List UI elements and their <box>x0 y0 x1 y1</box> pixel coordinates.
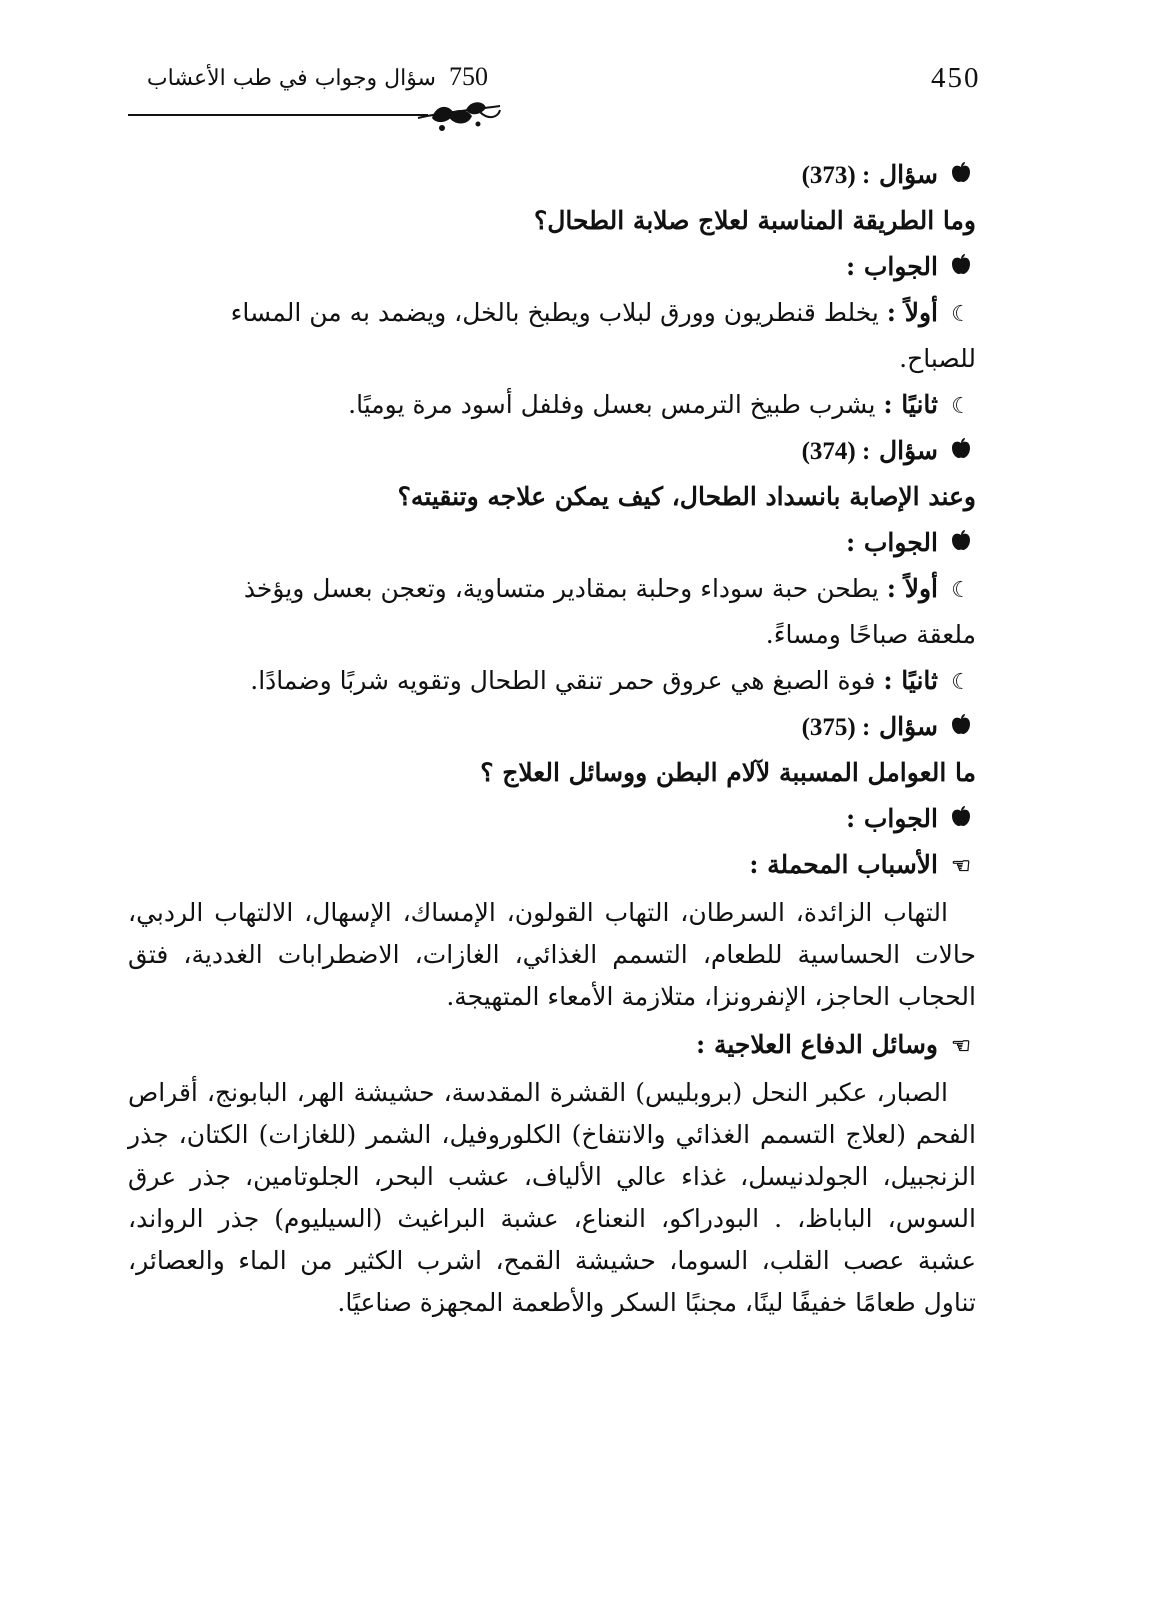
hand-pointer-icon: ☜ <box>951 1033 971 1059</box>
question-number: (374) : <box>801 438 871 465</box>
causes-paragraph: التهاب الزائدة، السرطان، التهاب القولون، الإمساك، الإسهال، الالتهاب الردبي، حالات الحساسية للطعام، التسمم الغذائي، الغازات، الاضطرابات الغددية، فتق الحجاب الحاجز، الإنفرونزا، متلازمة الأمعاء المتهيجة. <box>128 898 976 1011</box>
hand-pointer-icon: ☜ <box>951 853 971 879</box>
causes-heading <box>128 842 976 888</box>
apple-icon-shape <box>951 437 971 459</box>
question-375-text: ما العوامل المسببة لآلام البطن ووسائل العلاج ؟ <box>480 758 976 787</box>
answer-373-first-continuation: للصباح. <box>899 344 976 373</box>
question-373-text: وما الطريقة المناسبة لعلاج صلابة الطحال؟ <box>533 206 976 235</box>
crescent-icon: ☾ <box>951 578 971 603</box>
running-head-number: 750 <box>449 62 488 91</box>
apple-icon <box>946 245 976 291</box>
answer-label: الجواب : <box>845 252 938 281</box>
leaf-ornament-icon <box>414 96 504 136</box>
answer-373-heading <box>128 244 976 290</box>
question-label: سؤال <box>879 436 938 465</box>
causes-heading-text: الأسباب المحملة : <box>749 850 938 879</box>
apple-icon-shape <box>951 253 971 275</box>
question-number: (375) : <box>801 714 871 741</box>
question-374-text: وعند الإصابة بانسداد الطحال، كيف يمكن علاجه وتنقيته؟ <box>397 482 976 511</box>
defense-paragraph: الصبار، عكبر النحل (بروبليس) القشرة المقدسة، حشيشة الهر، البابونج، أقراص الفحم (لعلاج التسمم الغذائي والانتفاخ) الكلوروفيل، الشمر (للغازات) الكتان، جذر الزنجبيل، الجولدنيسل، غذاء عالي الألياف، عشب البحر، الجلوتامين، جذر عرق السوس، الباباظ، . البودراكو، النعناع، عشبة البراغيث (السيليوم) جذر الرواند، عشبة عصب القلب، السوما، حشيشة القمح، اشرب الكثير من الماء والعصائر، تناول طعامًا خفيفًا لينًا، مجنبًا السكر والأطعمة المجهزة صناعيًا. <box>128 1078 976 1317</box>
apple-icon <box>946 705 976 751</box>
second-label: ثانيًا : <box>883 666 938 695</box>
defense-heading <box>128 1022 976 1068</box>
header-rule <box>128 114 428 116</box>
apple-icon <box>946 797 976 843</box>
question-374-heading <box>128 428 976 474</box>
apple-icon-shape <box>951 161 971 183</box>
answer-374-first <box>128 566 976 612</box>
question-number: (373) : <box>801 162 871 189</box>
page-content <box>128 152 976 1324</box>
first-label: أولاً : <box>886 298 938 327</box>
first-text: يخلط قنطريون وورق لبلاب ويطبخ بالخل، ويضمد به من المساء <box>230 298 879 327</box>
running-head <box>128 62 488 92</box>
question-label: سؤال <box>879 712 938 741</box>
answer-374-first-continuation: ملعقة صباحًا ومساءً. <box>765 620 976 649</box>
crescent-icon: ☾ <box>951 670 971 695</box>
apple-icon <box>946 153 976 199</box>
answer-373-first <box>128 290 976 336</box>
apple-icon-shape <box>951 529 971 551</box>
defense-heading-text: وسائل الدفاع العلاجية : <box>696 1030 938 1059</box>
second-label: ثانيًا : <box>883 390 938 419</box>
crescent-icon: ☾ <box>951 302 971 327</box>
first-label: أولاً : <box>886 574 938 603</box>
running-head-title: سؤال وجواب في طب الأعشاب <box>146 66 436 91</box>
answer-375-heading <box>128 796 976 842</box>
answer-374-second <box>128 658 976 704</box>
page-number: 450 <box>931 62 981 94</box>
crescent-icon: ☾ <box>951 394 971 419</box>
answer-label: الجواب : <box>845 528 938 557</box>
question-375-heading <box>128 704 976 750</box>
question-label: سؤال <box>879 160 938 189</box>
answer-label: الجواب : <box>845 804 938 833</box>
question-373-heading <box>128 152 976 198</box>
apple-icon <box>946 521 976 567</box>
apple-icon-shape <box>951 713 971 735</box>
second-text: فوة الصبغ هي عروق حمر تنقي الطحال وتقويه شربًا وضمادًا. <box>250 666 876 695</box>
first-text: يطحن حبة سوداء وحلبة بمقادير متساوية، وتعجن بعسل ويؤخذ <box>243 574 879 603</box>
apple-icon <box>946 429 976 475</box>
apple-icon-shape <box>951 805 971 827</box>
answer-373-second <box>128 382 976 428</box>
answer-374-heading <box>128 520 976 566</box>
second-text: يشرب طبيخ الترمس بعسل وفلفل أسود مرة يوميًا. <box>348 390 876 419</box>
